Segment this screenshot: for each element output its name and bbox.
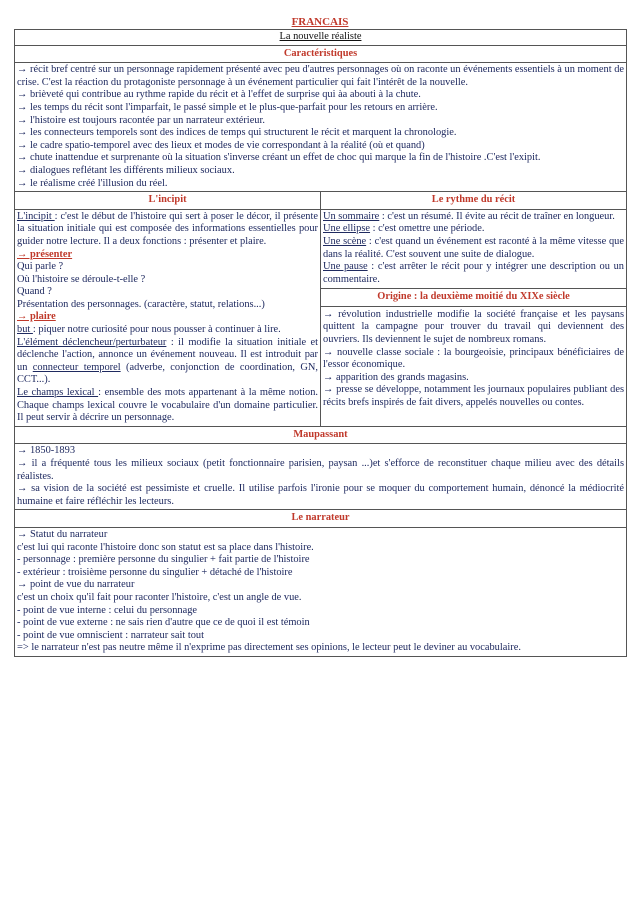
narrateur-line: → Statut du narrateur — [17, 528, 108, 540]
connecteur-term: connecteur temporel — [32, 361, 121, 373]
maupassant-line: → il a fréquenté tous les milieux sociaux (petit fonctionnaire parisien, paysan ...)et s'efforce de reconstituer chaque milieu avec des détails réalistes. — [17, 458, 624, 482]
rythme-term: Un sommaire — [323, 210, 380, 222]
presenter-line: Présentation des personnages. (caractère, statut, relations...) — [17, 298, 265, 310]
rythme-item — [323, 223, 624, 236]
origine-line: → presse se développe, notamment les journaux populaires publiant des récits brefs inspirés de fait divers, appelés nouvelles ou contes. — [323, 384, 624, 409]
incipit-heading: L'incipit — [15, 192, 321, 210]
maupassant-heading: Maupassant — [15, 426, 627, 444]
caracteristique-line: → le cadre spatio-temporel avec des lieux et modes de vie correspondant à la réalité (où et quand) — [17, 139, 425, 151]
rythme-item — [323, 261, 624, 286]
subtitle: La nouvelle réaliste — [279, 31, 362, 42]
but-term: but — [17, 324, 33, 336]
narrateur-line: c'est lui qui raconte l'histoire donc son statut est sa place dans l'histoire. — [17, 541, 314, 553]
origine-box — [321, 288, 626, 306]
but-def: : piquer notre curiosité pour nous pousser à continuer à lire. — [32, 324, 281, 336]
maupassant-line: → 1850-1893 — [17, 445, 76, 457]
narrateur-line: → point de vue du narrateur — [17, 579, 135, 591]
origine-heading: Origine : la deuxième moitié du XIXe siècle — [377, 291, 570, 303]
caracteristique-line: → chute inattendue et surprenante où la situation s'inverse créant un effet de choc qui marque la fin de l'histoire .C'est l'exipit. — [17, 152, 541, 164]
narrateur-line: - point de vue interne : celui du personnage — [17, 604, 198, 616]
but-line — [17, 324, 318, 337]
plaire-label: → plaire — [17, 311, 56, 323]
rythme-heading: Le rythme du récit — [321, 192, 627, 210]
narrateur-section — [15, 527, 627, 656]
element-term: L'élément déclencheur/perturbateur — [17, 336, 167, 348]
document-page — [14, 16, 626, 657]
rythme-term: Une pause — [323, 261, 368, 273]
origine-line: → apparition des grands magasins. — [323, 371, 469, 383]
champs-term: Le champs lexical — [17, 387, 99, 399]
narrateur-line: => le narrateur n'est pas neutre même il n'exprime pas directement ses opinions, le lecteur peut le deviner au vocabulaire. — [17, 642, 521, 654]
rythme-term: Une scène — [323, 235, 367, 247]
maupassant-line: → sa vision de la société est pessimiste et cruelle. Il utilise parfois l'ironie pour se moquer du comportement humain, dénoncé la médiocrité humaine et faire réfléchir les lecteurs. — [17, 483, 624, 507]
origine-line: → révolution industrielle modifie la société française et les paysans quittent la campagne pour trouver du travail qui deviennent des ouvriers. Ils deviennent le sujet de nombreux romans. — [323, 308, 624, 346]
caracteristique-line: → les temps du récit sont l'imparfait, le passé simple et le plus-que-parfait pour les retours en arrière. — [17, 101, 438, 113]
element-def-b: (adverbe, conjonction de coordination, GN, CCT...). — [17, 361, 318, 386]
caracteristique-line: → le réalisme créé l'illusion du réel. — [17, 177, 168, 189]
rythme-origine-section — [321, 209, 627, 426]
subtitle-cell — [15, 30, 627, 46]
presenter-line: Qui parle ? — [17, 261, 64, 273]
rythme-term: Une ellipse — [323, 223, 371, 235]
maupassant-section — [15, 444, 627, 510]
notes-table — [14, 29, 627, 657]
narrateur-line: - personnage : première personne du singulier + fait partie de l'histoire — [17, 554, 310, 566]
narrateur-line: - point de vue externe : ne sais rien d'autre que ce de quoi il est témoin — [17, 617, 310, 629]
incipit-section — [15, 209, 321, 426]
caracteristique-line: → les connecteurs temporels sont des indices de temps qui structurent le récit et marquent la chronologie. — [17, 127, 457, 139]
presenter-label: → présenter — [17, 248, 73, 260]
champs-def: : ensemble des mots appartenant à la même notion. Chaque champs lexical couvre le vocabulaire d'un domaine particulier. Il peut servir à décrire un personnage. — [17, 387, 318, 424]
incipit-term: L'incipit — [17, 210, 55, 222]
caracteristiques-heading: Caractéristiques — [15, 45, 627, 63]
page-title: FRANCAIS — [291, 16, 349, 28]
narrateur-line: - point de vue omniscient : narrateur sait tout — [17, 629, 204, 641]
incipit-definition — [17, 211, 318, 249]
narrateur-line: c'est un choix qu'il fait pour raconter l'histoire, c'est un angle de vue. — [17, 591, 302, 603]
caracteristique-line: → l'histoire est toujours racontée par un narrateur extérieur. — [17, 114, 265, 126]
origine-line: → nouvelle classe sociale : la bourgeoisie, principaux bénéficiaires de l'essor économique. — [323, 346, 624, 371]
presenter-line: Où l'histoire se déroule-t-elle ? — [17, 273, 146, 285]
rythme-def: : c'est arrêter le récit pour y intégrer une description ou un commentaire. — [323, 261, 624, 285]
element-def-a: : il modifie la situation initiale et déclenche l'action, annonce un événement nouveau. Il est introduit par un — [17, 336, 318, 373]
rythme-item — [323, 236, 624, 261]
rythme-item — [323, 211, 624, 224]
incipit-def: : c'est le début de l'histoire qui sert à poser le décor, il présente la situation initiale qui est composée des informations essentielles pour guider notre lecture. Il a deux fonctions : présenter et plaire. — [17, 210, 319, 247]
champs-line — [17, 387, 318, 425]
rythme-def: : c'est un résumé. Il évite au récit de traîner en longueur. — [379, 210, 615, 222]
caracteristiques-section — [15, 63, 627, 192]
element-line — [17, 337, 318, 387]
rythme-def: : c'est quand un événement est raconté à la même vitesse que dans la réalité. C'est souvent une suite de dialogue. — [323, 235, 624, 260]
narrateur-heading: Le narrateur — [15, 510, 627, 528]
caracteristique-line: → récit bref centré sur un personnage rapidement présenté avec peu d'autres personnages où on raconte un événements essentiels à un moment de crise. C'est la réaction du protagoniste personnage à un événement particulier qui fait l'intérêt de la nouvelle. — [17, 64, 624, 88]
caracteristique-line: → brièveté qui contribue au rythme rapide du récit et à l'effet de surprise qui àa abouti à la chute. — [17, 89, 421, 101]
narrateur-line: - extérieur : troisième personne du singulier + détaché de l'histoire — [17, 566, 293, 578]
rythme-def: : c'est omettre une période. — [370, 223, 485, 235]
caracteristique-line: → dialogues reflétant les différents milieux sociaux. — [17, 164, 235, 176]
presenter-line: Quand ? — [17, 286, 52, 298]
origine-body — [321, 306, 626, 410]
